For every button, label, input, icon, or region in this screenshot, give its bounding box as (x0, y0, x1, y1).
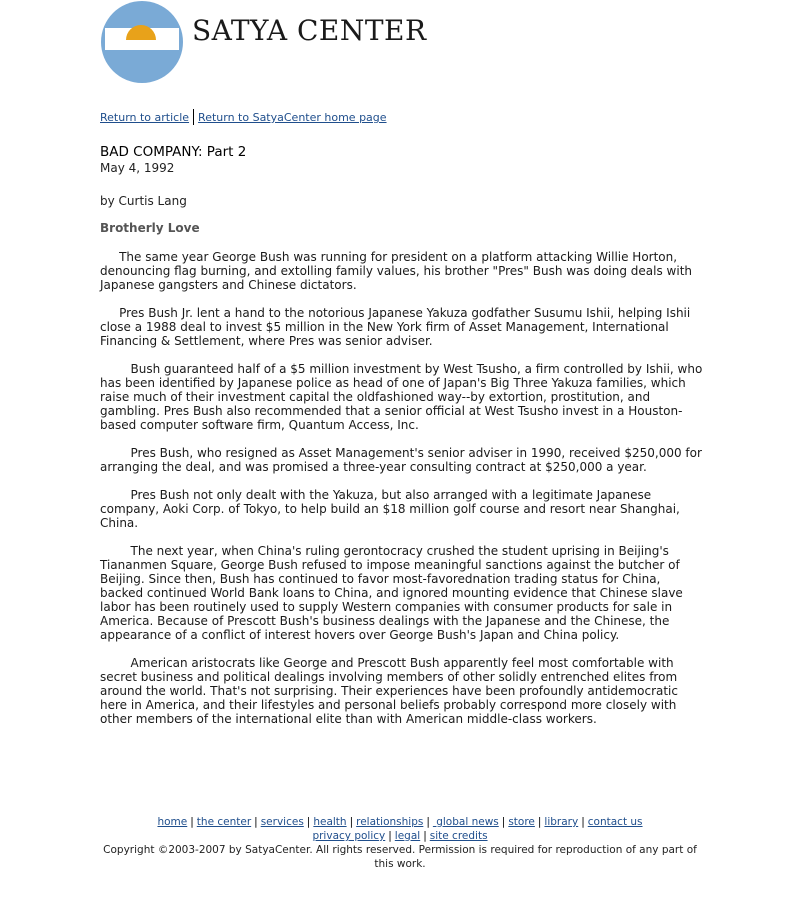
footer-link-the-center[interactable]: the center (196, 816, 252, 828)
footer-link-legal[interactable]: legal (394, 830, 421, 842)
footer-link-privacy-policy[interactable]: privacy policy (312, 830, 386, 842)
return-home-link[interactable]: Return to SatyaCenter home page (198, 111, 387, 124)
satya-center-logo[interactable] (100, 0, 427, 84)
article-paragraph: Pres Bush, who resigned as Asset Management's senior adviser in 1990, received $250,000 for arranging the deal, and was promised a three-year consulting contract at $250,000 a year. (100, 446, 702, 474)
footer-link-contact-us[interactable]: contact us (587, 816, 643, 828)
logo-emblem-icon (100, 0, 186, 84)
footer-link-library[interactable]: library (544, 816, 579, 828)
footer-separator: | (423, 830, 427, 842)
article-paragraph: American aristocrats like George and Prescott Bush apparently feel most comfortable with secret business and political dealings involving members of other solidly entrenched elites from around the world. That's not surprising. Their experiences have been profoundly antidemocratic here in America, and their lifestyles and personal beliefs probably correspond more closely with other members of the international elite than with American middle-class workers. (100, 656, 678, 726)
footer-separator: | (190, 816, 194, 828)
article-byline: by Curtis Lang (100, 194, 187, 208)
article-paragraph: Bush guaranteed half of a $5 million investment by West Tsusho, a firm controlled by Ishii, who has been identified by Japanese police as head of one of Japan's Big Three Yakuza families, which raise much of their investment capital the oldfashioned way--by extortion, prostitution, and gambling. Pres Bush also recommended that a senior official at West Tsusho invest in a Houston-based computer software firm, Quantum Access, Inc. (100, 362, 703, 432)
article-paragraph: The same year George Bush was running for president on a platform attacking Willie Horton, denouncing flag burning, and extolling family values, his brother "Pres" Bush was doing deals with Japanese gangsters and Chinese dictators. (100, 250, 693, 292)
footer-link-site-credits[interactable]: site credits (429, 830, 488, 842)
footer-legal-nav (100, 829, 700, 843)
article-paragraph: Pres Bush not only dealt with the Yakuza, but also arranged with a legitimate Japanese company, Aoki Corp. of Tokyo, to help build an $18 million golf course and resort near Shanghai, China. (100, 488, 680, 530)
brand-name: SATYA CENTER (192, 14, 427, 47)
footer-link-services[interactable]: services (260, 816, 304, 828)
copyright-notice: Copyright ©2003-2007 by SatyaCenter. All rights reserved. Permission is required for reproduction of any part of this work. (103, 844, 697, 870)
footer-link-home[interactable]: home (157, 816, 188, 828)
footer-separator: | (254, 816, 258, 828)
footer-link-global-news[interactable]: global news (432, 816, 499, 828)
footer-separator: | (306, 816, 311, 828)
footer-separator: | (349, 816, 354, 828)
footer-separator: | (501, 816, 506, 828)
return-nav (100, 109, 387, 125)
footer-separator: | (581, 816, 585, 828)
footer-link-health[interactable]: health (313, 816, 347, 828)
article-paragraph: The next year, when China's ruling gerontocracy crushed the student uprising in Beijing's Tiananmen Square, George Bush refused to impose meaningful sanctions against the butcher of Beijing. Since then, Bush has continued to favor most-favorednation trading status for China, backed continued World Bank loans to China, and ignored mounting evidence that Chinese slave labor has been routinely used to supply Western companies with consumer products for sale in America. Because of Prescott Bush's business dealings with the Japanese and the Chinese, the appearance of a conflict of interest hovers over George Bush's Japan and China policy. (100, 544, 683, 642)
site-footer (100, 815, 700, 871)
footer-separator: | (537, 816, 542, 828)
footer-nav (100, 815, 700, 829)
footer-separator: | (388, 830, 392, 842)
article-date: May 4, 1992 (100, 161, 175, 175)
article-subheading: Brotherly Love (100, 221, 200, 235)
article-title: BAD COMPANY: Part 2 (100, 144, 247, 160)
article-paragraph: Pres Bush Jr. lent a hand to the notorious Japanese Yakuza godfather Susumu Ishii, helping Ishii close a 1988 deal to invest $5 million in the New York firm of Asset Management, International Financing & Settlement, where Pres was senior adviser. (100, 306, 691, 348)
footer-separator: | (426, 816, 430, 828)
footer-link-store[interactable]: store (508, 816, 535, 828)
article-body (100, 250, 704, 740)
return-to-article-link[interactable]: Return to article (100, 111, 190, 124)
nav-divider (193, 109, 194, 125)
footer-link-relationships[interactable]: relationships (356, 816, 424, 828)
